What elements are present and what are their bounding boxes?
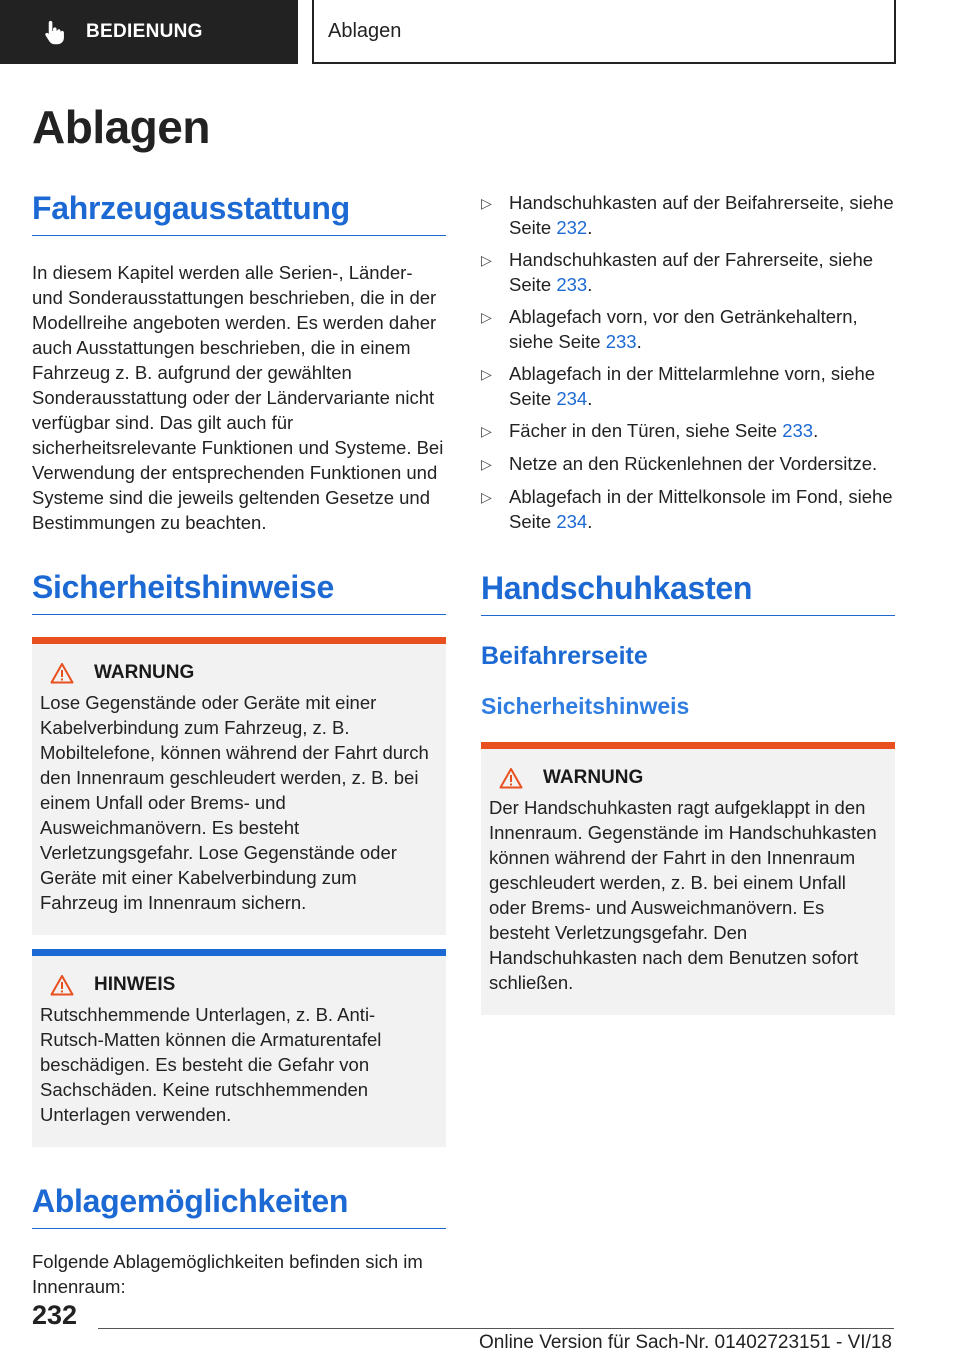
list-item: ▷ Handschuhkasten auf der Fahrerseite, siehe Seite 233. xyxy=(481,249,874,295)
footer-divider xyxy=(98,1328,894,1329)
triangle-bullet-icon: ▷ xyxy=(481,423,492,439)
triangle-bullet-icon: ▷ xyxy=(481,366,492,382)
list-item: ▷ Ablagefach vorn, vor den Getränkehaltern, siehe Seite 233. xyxy=(481,306,858,352)
warning-triangle-icon xyxy=(50,662,74,684)
page-link[interactable]: 234 xyxy=(556,511,588,532)
warning-header xyxy=(50,662,436,684)
storage-options-text: Folgende Ablagemöglichkeiten befinden sich im Innenraum: xyxy=(32,1251,423,1297)
page-link[interactable]: 232 xyxy=(556,217,588,238)
hint-header xyxy=(50,974,436,996)
glovebox-warning-text: Der Handschuhkasten ragt aufgeklappt in den Innenraum. Gegenstände im Handschuhkasten können während der Fahrt in den Innenraum geschleudert werden, z. B. bei einem Unfall oder Brems- und Ausweichmanövern. Es besteht Verletzungsgefahr. Den Handschuhkasten nach dem Benutzen sofort schließen. xyxy=(489,797,877,993)
glovebox-warning-header xyxy=(499,767,885,789)
right-column xyxy=(481,190,895,1015)
page-title: Ablagen xyxy=(32,101,210,153)
chapter-title: Ablagen xyxy=(328,19,402,42)
warning-box xyxy=(32,637,446,935)
glovebox-warning-label: WARNUNG xyxy=(543,767,644,788)
warning-label: WARNUNG xyxy=(94,662,195,683)
heading-equipment: Fahrzeugausstattung xyxy=(32,190,446,236)
heading-safety-note: Sicherheitshinweis xyxy=(481,693,690,719)
page-number: 232 xyxy=(32,1300,78,1330)
list-item: ▷ Fächer in den Türen, siehe Seite 233. xyxy=(481,418,895,444)
equipment-text: In diesem Kapitel werden alle Serien-, Länder- und Sonderausstattungen beschrieben, die in der Modellreihe angeboten werden. Es werden daher auch Ausstattungen beschrieben, die in einem Fahrzeug z. B. aufgrund der gewählten Sonderausstattung oder der Ländervariante nicht verfügbar sind. Das gilt auch für sicherheitsrelevante Funktionen und Systeme. Bei Verwendung der entsprechenden Funktionen und Systeme sind die jeweils geltenden Gesetze und Bestimmungen zu beachten. xyxy=(32,262,444,533)
list-item: ▷ Netze an den Rückenlehnen der Vordersitze. xyxy=(481,451,895,477)
glovebox-warning-box xyxy=(481,742,895,1015)
storage-list xyxy=(481,190,895,534)
page-link[interactable]: 233 xyxy=(605,331,637,352)
triangle-bullet-icon: ▷ xyxy=(481,309,492,325)
page-link[interactable]: 234 xyxy=(556,388,588,409)
triangle-bullet-icon: ▷ xyxy=(481,195,492,211)
chapter-header xyxy=(312,0,896,64)
hand-pointer-icon xyxy=(40,18,68,46)
online-version-note: Online Version für Sach-Nr. 01402723151 - VI/18 xyxy=(479,1332,892,1353)
section-tab-label: BEDIENUNG xyxy=(86,21,203,42)
left-column xyxy=(32,190,446,1299)
hint-label: HINWEIS xyxy=(94,974,176,995)
list-item: ▷ Ablagefach in der Mittelkonsole im Fond, siehe Seite 234. xyxy=(481,486,893,532)
heading-safety: Sicherheitshinweise xyxy=(32,569,446,615)
page-link[interactable]: 233 xyxy=(556,274,588,295)
triangle-bullet-icon: ▷ xyxy=(481,252,492,268)
page-link[interactable]: 233 xyxy=(782,420,814,441)
hint-box xyxy=(32,949,446,1147)
warning-triangle-icon xyxy=(50,974,74,996)
warning-text: Lose Gegenstände oder Geräte mit einer Kabelverbindung zum Fahrzeug, z. B. Mobiltelefone, können während der Fahrt durch den Innenraum geschleudert werden, z. B. bei einem Unfall oder Brems- und Ausweichmanövern. Es besteht Verletzungsgefahr. Lose Gegenstände oder Geräte mit einer Kabelverbindung zum Fahrzeug im Innenraum sichern. xyxy=(40,692,429,913)
list-item: ▷ Ablagefach in der Mittelarmlehne vorn, siehe Seite 234. xyxy=(481,363,876,409)
section-tab xyxy=(0,0,298,64)
heading-glovebox: Handschuhkasten xyxy=(481,570,895,616)
triangle-bullet-icon: ▷ xyxy=(481,456,492,472)
warning-triangle-icon xyxy=(499,767,523,789)
triangle-bullet-icon: ▷ xyxy=(481,489,492,505)
heading-passenger-side: Beifahrerseite xyxy=(481,642,648,670)
hint-text: Rutschhemmende Unterlagen, z. B. Anti-Rutsch-Matten können die Armaturentafel beschädigen. Es besteht die Gefahr von Sachschäden. Keine rutschhemmenden Unterlagen verwenden. xyxy=(40,1004,382,1125)
list-item: ▷ Handschuhkasten auf der Beifahrerseite, siehe Seite 232. xyxy=(481,192,894,238)
heading-storage-options: Ablagemöglichkeiten xyxy=(32,1183,446,1229)
